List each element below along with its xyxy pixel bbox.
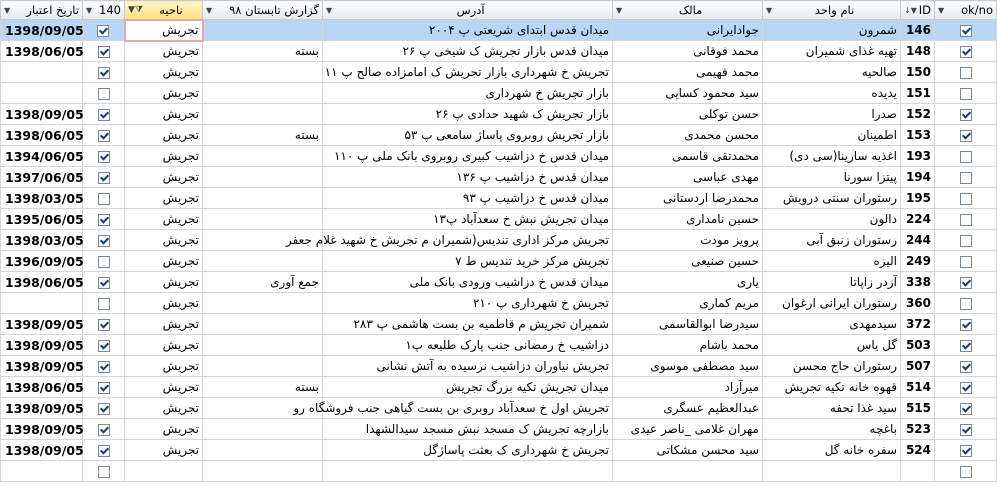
checkbox-count[interactable] (83, 335, 125, 356)
cell-date[interactable]: 1398/09/05 (1, 104, 83, 125)
checkbox-count[interactable] (83, 20, 125, 41)
checkbox[interactable] (98, 361, 110, 373)
cell-report[interactable]: بسته (203, 41, 323, 62)
checkbox-okno[interactable] (935, 377, 997, 398)
checkbox-okno[interactable] (935, 230, 997, 251)
checkbox-okno[interactable] (935, 146, 997, 167)
table-row[interactable] (1, 167, 997, 188)
checkbox[interactable] (98, 382, 110, 394)
checkbox[interactable] (960, 235, 972, 247)
checkbox-count[interactable] (83, 62, 125, 83)
cell-owner[interactable]: محمدرضا اردستانی (613, 188, 763, 209)
checkbox[interactable] (98, 277, 110, 289)
table-row[interactable] (1, 440, 997, 461)
cell-owner[interactable]: حسین نامداری (613, 209, 763, 230)
cell-unit[interactable]: دالون (763, 209, 901, 230)
header-id[interactable]: ↓▼ ID (901, 1, 935, 20)
cell-report[interactable]: بسته (203, 377, 323, 398)
cell-unit[interactable]: رستوران ایرانی ارغوان (763, 293, 901, 314)
cell-owner[interactable]: محمد فهیمی (613, 62, 763, 83)
cell-owner[interactable]: محسن محمدی (613, 125, 763, 146)
checkbox[interactable] (97, 25, 109, 37)
chevron-down-icon[interactable]: ▼ (766, 5, 773, 15)
cell-date[interactable] (1, 293, 83, 314)
cell-date[interactable]: 1398/09/05 (1, 356, 83, 377)
checkbox-count[interactable] (83, 419, 125, 440)
cell-address[interactable]: میدان قدس بازار تجریش ک شیخی پ ۲۶ (323, 41, 613, 62)
cell-address[interactable]: تجریش اول خ سعدآباد روبری بن بست گیاهی جنب فروشگاه رو (323, 398, 613, 419)
cell-id[interactable]: 152 (901, 104, 935, 125)
checkbox[interactable] (98, 256, 110, 268)
checkbox[interactable] (98, 151, 110, 163)
cell-report[interactable]: جمع آوری (203, 272, 323, 293)
cell-owner[interactable]: سید محمود کسایی (613, 83, 763, 104)
checkbox-count[interactable] (83, 167, 125, 188)
checkbox-count[interactable] (83, 377, 125, 398)
cell-region[interactable]: تجریش (125, 293, 203, 314)
cell-region[interactable]: تجریش (125, 209, 203, 230)
checkbox-okno[interactable] (935, 188, 997, 209)
cell-id[interactable]: 224 (901, 209, 935, 230)
checkbox[interactable] (960, 88, 972, 100)
checkbox[interactable] (960, 25, 972, 37)
cell-owner[interactable]: سیدرضا ابوالقاسمی (613, 314, 763, 335)
cell-unit[interactable]: تهیه غذای شمیران (763, 41, 901, 62)
chevron-down-icon[interactable]: ▼ (86, 5, 93, 15)
cell-date[interactable]: 1398/09/05 (1, 20, 83, 41)
cell-report[interactable] (203, 209, 323, 230)
header-row (1, 1, 997, 20)
checkbox-okno[interactable] (935, 104, 997, 125)
checkbox[interactable] (960, 130, 972, 142)
cell-region[interactable]: تجریش (125, 146, 203, 167)
cell-address[interactable] (323, 461, 613, 482)
cell-id[interactable]: 338 (901, 272, 935, 293)
cell-report[interactable] (203, 461, 323, 482)
checkbox[interactable] (98, 319, 110, 331)
checkbox[interactable] (960, 277, 972, 289)
checkbox[interactable] (98, 340, 110, 352)
chevron-down-icon[interactable]: ▼ (4, 5, 11, 15)
cell-region[interactable]: تجریش (125, 167, 203, 188)
cell-unit[interactable]: صالحیه (763, 62, 901, 83)
chevron-down-icon[interactable]: ▼ (938, 5, 945, 15)
cell-report[interactable] (203, 335, 323, 356)
cell-owner[interactable]: محمد باشام (613, 335, 763, 356)
cell-region[interactable]: تجریش (125, 188, 203, 209)
header-owner[interactable]: ▼ مالک (613, 1, 763, 20)
cell-address[interactable]: تجریش خ شهرداری پ ۲۱۰ (323, 293, 613, 314)
cell-unit[interactable]: رستوران حاج محسن (763, 356, 901, 377)
cell-report[interactable] (203, 251, 323, 272)
cell-id[interactable]: 146 (901, 20, 935, 41)
cell-report[interactable] (203, 419, 323, 440)
cell-region[interactable]: تجریش (125, 104, 203, 125)
checkbox[interactable] (960, 424, 972, 436)
cell-owner[interactable]: مهدی عباسی (613, 167, 763, 188)
table-row[interactable] (1, 272, 997, 293)
checkbox-okno[interactable] (935, 461, 997, 482)
cell-id[interactable]: 360 (901, 293, 935, 314)
cell-report[interactable] (203, 20, 323, 41)
cell-report[interactable]: بسته (203, 125, 323, 146)
table-row[interactable] (1, 146, 997, 167)
sort-icon[interactable]: ↓▼ (904, 5, 917, 15)
cell-id[interactable]: 148 (901, 41, 935, 62)
checkbox-count[interactable] (83, 146, 125, 167)
checkbox-count[interactable] (83, 293, 125, 314)
cell-id[interactable]: 153 (901, 125, 935, 146)
checkbox-okno[interactable] (935, 125, 997, 146)
checkbox-count[interactable] (83, 209, 125, 230)
table-row[interactable] (1, 377, 997, 398)
table-row[interactable] (1, 230, 997, 251)
cell-owner[interactable]: حسین صنیعی (613, 251, 763, 272)
checkbox-count[interactable] (83, 230, 125, 251)
cell-date[interactable] (1, 461, 83, 482)
table-row[interactable] (1, 20, 997, 41)
cell-unit[interactable]: قهوه خانه تکیه تجریش (763, 377, 901, 398)
cell-owner[interactable]: پرویز مودت (613, 230, 763, 251)
cell-address[interactable]: میدان تجریش تکیه بزرگ تجریش (323, 377, 613, 398)
cell-id[interactable]: 507 (901, 356, 935, 377)
checkbox[interactable] (960, 319, 972, 331)
cell-date[interactable]: 1398/06/05 (1, 272, 83, 293)
checkbox[interactable] (960, 151, 972, 163)
cell-report[interactable] (203, 293, 323, 314)
checkbox[interactable] (98, 109, 110, 121)
cell-report[interactable] (203, 356, 323, 377)
table-row[interactable] (1, 251, 997, 272)
cell-date[interactable]: 1398/06/05 (1, 41, 83, 62)
cell-report[interactable] (203, 188, 323, 209)
cell-unit[interactable]: رستوران سنتی درویش (763, 188, 901, 209)
cell-unit[interactable]: رستوران زنبق آبی (763, 230, 901, 251)
cell-date[interactable]: 1397/06/05 (1, 167, 83, 188)
cell-address[interactable]: میدان تجریش نبش خ سعدآباد پ۱۳ (323, 209, 613, 230)
cell-region[interactable]: تجریش (125, 335, 203, 356)
header-report[interactable]: ▼ گزارش تابستان ۹۸ (203, 1, 323, 20)
filter-icon[interactable]: ▼⧩ (128, 4, 143, 15)
cell-address[interactable]: تجریش مرکز اداری تندیس(شمیران م تجریش خ شهید غلام جعفر (323, 230, 613, 251)
table-row[interactable] (1, 41, 997, 62)
cell-owner[interactable] (613, 461, 763, 482)
checkbox[interactable] (960, 46, 972, 58)
table-row[interactable] (1, 461, 997, 482)
cell-region[interactable]: تجریش (125, 125, 203, 146)
header-count[interactable]: ▼ 140 (83, 1, 125, 20)
cell-id[interactable]: 515 (901, 398, 935, 419)
cell-date[interactable]: 1398/09/05 (1, 335, 83, 356)
checkbox[interactable] (960, 193, 972, 205)
cell-address[interactable]: میدان قدس خ دزاشیب پ ۹۳ (323, 188, 613, 209)
cell-address[interactable]: تجریش خ شهرداری ک بعثت پاساژگل (323, 440, 613, 461)
checkbox[interactable] (960, 340, 972, 352)
cell-unit[interactable]: پیتزا سورنا (763, 167, 901, 188)
cell-address[interactable]: میدان قدس خ دزاشیب ورودی بانک ملی (323, 272, 613, 293)
checkbox[interactable] (98, 403, 110, 415)
checkbox[interactable] (98, 424, 110, 436)
chevron-down-icon[interactable]: ▼ (616, 5, 623, 15)
cell-id[interactable]: 523 (901, 419, 935, 440)
checkbox-count[interactable] (83, 41, 125, 62)
checkbox[interactable] (98, 298, 110, 310)
checkbox-count[interactable] (83, 104, 125, 125)
cell-unit[interactable]: باغچه (763, 419, 901, 440)
header-address[interactable]: ▼ آدرس (323, 1, 613, 20)
cell-date[interactable]: 1398/09/05 (1, 314, 83, 335)
cell-address[interactable]: میدان قدس خ دزاشیب پ ۱۳۶ (323, 167, 613, 188)
checkbox[interactable] (98, 466, 110, 478)
checkbox-okno[interactable] (935, 209, 997, 230)
cell-date[interactable] (1, 62, 83, 83)
cell-region[interactable]: تجریش (125, 20, 203, 41)
cell-address[interactable]: بازارچه تجریش ک مسجد نبش مسجد سیدالشهدا (323, 419, 613, 440)
cell-address[interactable]: تجریش مرکز خرید تندیس ط ۷ (323, 251, 613, 272)
checkbox-okno[interactable] (935, 62, 997, 83)
checkbox-okno[interactable] (935, 356, 997, 377)
cell-unit[interactable]: صدرا (763, 104, 901, 125)
cell-date[interactable]: 1398/03/05 (1, 230, 83, 251)
cell-id[interactable]: 195 (901, 188, 935, 209)
cell-region[interactable]: تجریش (125, 41, 203, 62)
cell-owner[interactable]: محمدتقی قاسمی (613, 146, 763, 167)
cell-date[interactable]: 1398/06/05 (1, 125, 83, 146)
checkbox-okno[interactable] (935, 440, 997, 461)
checkbox[interactable] (98, 67, 110, 79)
checkbox[interactable] (98, 172, 110, 184)
checkbox-count[interactable] (83, 188, 125, 209)
cell-report[interactable] (203, 146, 323, 167)
header-date[interactable]: ▼ تاریخ اعتبار (1, 1, 83, 20)
checkbox-okno[interactable] (935, 398, 997, 419)
checkbox-count[interactable] (83, 251, 125, 272)
checkbox[interactable] (98, 235, 110, 247)
cell-date[interactable]: 1398/06/05 (1, 377, 83, 398)
cell-unit[interactable]: شمرون (763, 20, 901, 41)
cell-unit[interactable]: آزدر زاپاتا (763, 272, 901, 293)
header-region[interactable]: ▼⧩ ناحیه (125, 1, 203, 20)
checkbox-count[interactable] (83, 440, 125, 461)
cell-report[interactable] (203, 62, 323, 83)
checkbox-okno[interactable] (935, 314, 997, 335)
cell-unit[interactable]: اطمینان (763, 125, 901, 146)
cell-region[interactable] (125, 461, 203, 482)
checkbox-okno[interactable] (935, 41, 997, 62)
cell-id[interactable]: 372 (901, 314, 935, 335)
cell-address[interactable]: بازار تجریش روبروی پاساژ سامعی پ ۵۳ (323, 125, 613, 146)
header-unit[interactable]: ▼ نام واحد (763, 1, 901, 20)
cell-region[interactable]: تجریش (125, 398, 203, 419)
cell-id[interactable]: 150 (901, 62, 935, 83)
checkbox[interactable] (98, 130, 110, 142)
cell-owner[interactable]: یاری (613, 272, 763, 293)
cell-address[interactable]: میدان قدس خ دزاشیب کبیری روبروی بانک ملی پ ۱۱۰ (323, 146, 613, 167)
cell-unit[interactable]: یدیده (763, 83, 901, 104)
cell-owner[interactable]: مهران غلامی _ناصر عیدی (613, 419, 763, 440)
cell-id[interactable]: 249 (901, 251, 935, 272)
cell-region[interactable]: تجریش (125, 440, 203, 461)
table-row[interactable] (1, 356, 997, 377)
table-row[interactable] (1, 293, 997, 314)
cell-address[interactable]: شمیران تجریش م قاطمیه بن بست هاشمی پ ۲۸۳ (323, 314, 613, 335)
checkbox-count[interactable] (83, 356, 125, 377)
cell-id[interactable] (901, 461, 935, 482)
cell-unit[interactable]: سیدمهدی (763, 314, 901, 335)
cell-region[interactable]: تجریش (125, 419, 203, 440)
checkbox-okno[interactable] (935, 419, 997, 440)
cell-owner[interactable]: مریم کماری (613, 293, 763, 314)
checkbox[interactable] (960, 382, 972, 394)
checkbox[interactable] (98, 46, 110, 58)
cell-date[interactable]: 1398/03/05 (1, 188, 83, 209)
table-row[interactable] (1, 125, 997, 146)
checkbox-okno[interactable] (935, 272, 997, 293)
cell-owner[interactable]: حسن توکلی (613, 104, 763, 125)
cell-owner[interactable]: جوادایرانی (613, 20, 763, 41)
cell-report[interactable] (203, 104, 323, 125)
checkbox[interactable] (98, 445, 110, 457)
cell-date[interactable]: 1396/09/05 (1, 251, 83, 272)
grid-body (1, 20, 997, 482)
cell-date[interactable]: 1398/09/05 (1, 398, 83, 419)
checkbox-okno[interactable] (935, 83, 997, 104)
cell-report[interactable] (203, 167, 323, 188)
cell-date[interactable]: 1395/06/05 (1, 209, 83, 230)
checkbox-count[interactable] (83, 83, 125, 104)
cell-region[interactable]: تجریش (125, 356, 203, 377)
cell-owner[interactable]: میرآزاد (613, 377, 763, 398)
cell-address[interactable]: دزاشیب خ رمضانی جنب پارک طلیعه پ۱ (323, 335, 613, 356)
checkbox-okno[interactable] (935, 335, 997, 356)
cell-id[interactable]: 244 (901, 230, 935, 251)
cell-unit[interactable]: سید غذا تحفه (763, 398, 901, 419)
checkbox-okno[interactable] (935, 20, 997, 41)
cell-region[interactable]: تجریش (125, 230, 203, 251)
cell-region[interactable]: تجریش (125, 62, 203, 83)
checkbox[interactable] (98, 214, 110, 226)
cell-id[interactable]: 194 (901, 167, 935, 188)
cell-region[interactable]: تجریش (125, 314, 203, 335)
checkbox[interactable] (960, 256, 972, 268)
cell-region[interactable]: تجریش (125, 272, 203, 293)
table-row[interactable] (1, 104, 997, 125)
cell-owner[interactable]: محمد فوقانی (613, 41, 763, 62)
checkbox-count[interactable] (83, 398, 125, 419)
cell-unit[interactable]: گل یاس (763, 335, 901, 356)
cell-owner[interactable]: عبدالعظیم عسگری (613, 398, 763, 419)
table-row[interactable] (1, 62, 997, 83)
checkbox-count[interactable] (83, 125, 125, 146)
table-row[interactable] (1, 83, 997, 104)
checkbox[interactable] (960, 445, 972, 457)
table-row[interactable] (1, 188, 997, 209)
cell-id[interactable]: 503 (901, 335, 935, 356)
cell-date[interactable]: 1398/09/05 (1, 419, 83, 440)
checkbox-count[interactable] (83, 461, 125, 482)
checkbox-count[interactable] (83, 272, 125, 293)
checkbox[interactable] (960, 403, 972, 415)
cell-region[interactable]: تجریش (125, 251, 203, 272)
cell-id[interactable]: 193 (901, 146, 935, 167)
checkbox[interactable] (960, 67, 972, 79)
checkbox[interactable] (98, 88, 110, 100)
cell-unit[interactable]: سفره خانه گل (763, 440, 901, 461)
chevron-down-icon[interactable]: ▼ (326, 5, 333, 15)
chevron-down-icon[interactable]: ▼ (206, 5, 213, 15)
table-row[interactable] (1, 398, 997, 419)
cell-owner[interactable]: سید مصطفی موسوی (613, 356, 763, 377)
cell-address[interactable]: بازار تجریش ک شهید حدادی پ ۲۶ (323, 104, 613, 125)
checkbox[interactable] (960, 214, 972, 226)
table-row[interactable] (1, 335, 997, 356)
checkbox[interactable] (960, 172, 972, 184)
checkbox-okno[interactable] (935, 167, 997, 188)
checkbox[interactable] (960, 361, 972, 373)
cell-address[interactable]: بازار تجریش خ شهرداری (323, 83, 613, 104)
cell-unit[interactable] (763, 461, 901, 482)
cell-unit[interactable]: الیزه (763, 251, 901, 272)
checkbox[interactable] (960, 109, 972, 121)
checkbox-count[interactable] (83, 314, 125, 335)
cell-address[interactable]: تجریش نیاوران دزاشیب نرسیده به آتش نشانی (323, 356, 613, 377)
checkbox[interactable] (960, 298, 972, 310)
cell-date[interactable] (1, 83, 83, 104)
cell-report[interactable] (203, 440, 323, 461)
header-okno[interactable]: ▼ ok/no (935, 1, 997, 20)
cell-unit[interactable]: اغذیه سارینا(سی دی) (763, 146, 901, 167)
cell-report[interactable] (203, 83, 323, 104)
checkbox-okno[interactable] (935, 293, 997, 314)
cell-id[interactable]: 151 (901, 83, 935, 104)
cell-id[interactable]: 524 (901, 440, 935, 461)
cell-owner[interactable]: سید محسن مشکاتی (613, 440, 763, 461)
cell-id[interactable]: 514 (901, 377, 935, 398)
cell-region[interactable]: تجریش (125, 377, 203, 398)
table-row[interactable] (1, 314, 997, 335)
table-row[interactable] (1, 419, 997, 440)
cell-report[interactable] (203, 314, 323, 335)
cell-region[interactable]: تجریش (125, 83, 203, 104)
table-row[interactable] (1, 209, 997, 230)
checkbox-okno[interactable] (935, 251, 997, 272)
cell-address[interactable]: تجریش خ شهرداری بازار تجریش ک امامزاده صالح پ ۱۱ (323, 62, 613, 83)
cell-address[interactable]: میدان قدس ابتدای شریعتی پ ۲۰۰۴ (323, 20, 613, 41)
checkbox[interactable] (960, 466, 972, 478)
checkbox[interactable] (98, 193, 110, 205)
cell-date[interactable]: 1394/06/05 (1, 146, 83, 167)
cell-date[interactable]: 1398/09/05 (1, 440, 83, 461)
